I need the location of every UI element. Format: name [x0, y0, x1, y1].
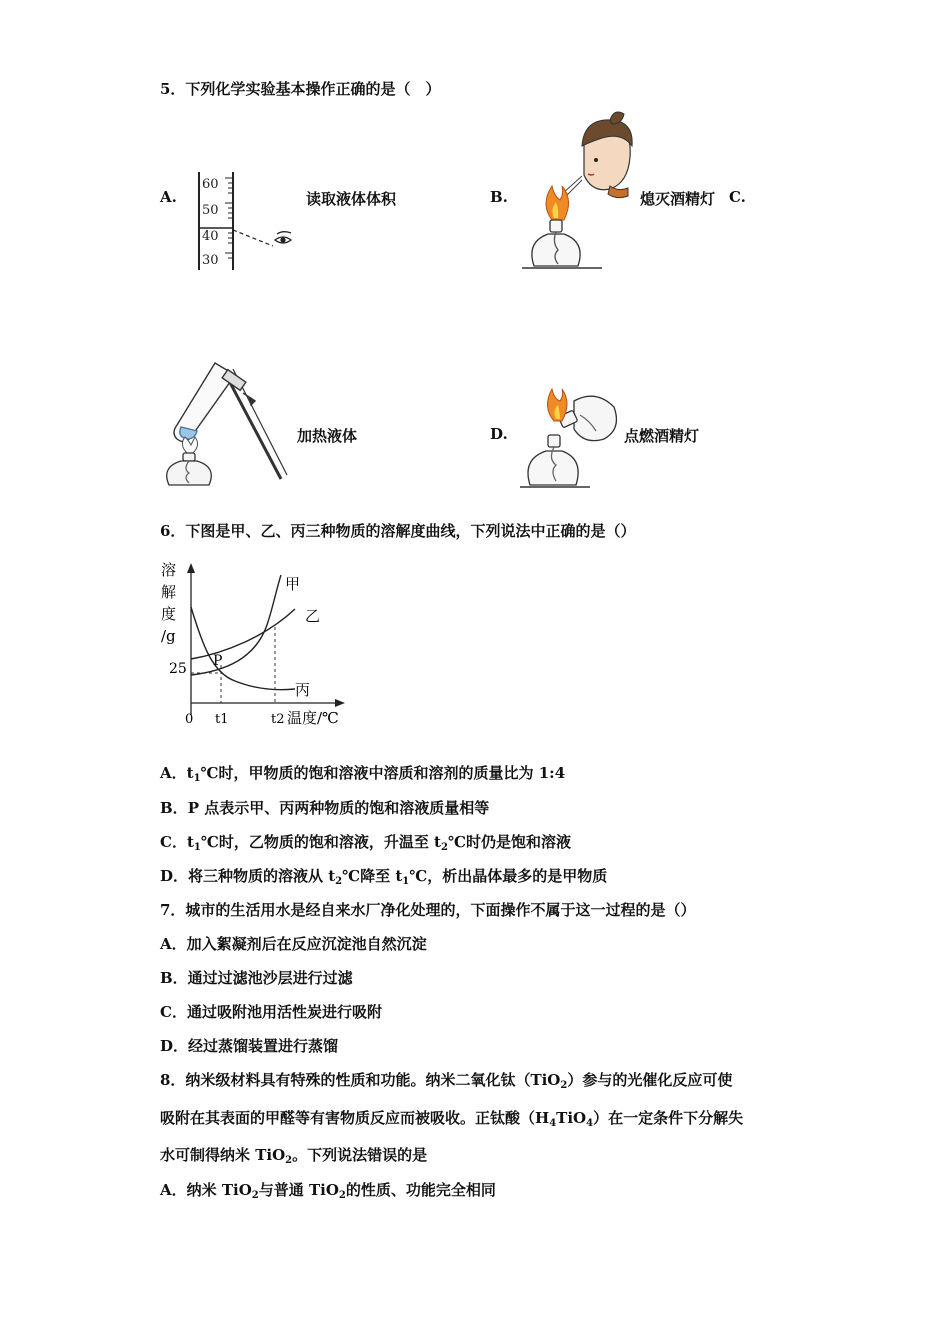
- q8-option-a: A．纳米 TiO$_2$与普通 TiO$_2$的性质、功能完全相同: [160, 1181, 496, 1201]
- curve-bing: [191, 607, 295, 690]
- x-axis-label: 温度/℃: [287, 709, 339, 727]
- alcohol-lamp-icon: [520, 435, 590, 487]
- x-tick-t2: t2: [271, 712, 285, 727]
- x-axis-arrow: [335, 699, 345, 707]
- alcohol-lamp-icon: [522, 220, 602, 268]
- q6-option-a: A．$t_1℃$时，甲物质的饱和溶液中溶质和溶剂的质量比为 1:4: [160, 764, 566, 784]
- cylinder-mark-60: 60: [202, 177, 219, 192]
- y-tick-25: 25: [169, 661, 187, 677]
- eye-icon: [275, 232, 291, 243]
- q8-stem-line-2: 吸附在其表面的甲醛等有害物质反应而被吸收。正钛酸$(H_4TiO_4)$在一定条件下分解失: [160, 1109, 744, 1129]
- q6-stem: 6．下图是甲、乙、丙三种物质的溶解度曲线，下列说法中正确的是（）: [160, 522, 636, 540]
- cylinder-mark-40: 40: [202, 229, 219, 244]
- q7-stem: 7．城市的生活用水是经自来水厂净化处理的，下面操作不属于这一过程的是（）: [160, 901, 696, 919]
- ylabel-char-1: 溶: [161, 561, 177, 579]
- ylabel-char-2: 解: [161, 583, 177, 601]
- q7-option-a: A．加入絮凝剂后在反应沉淀池自然沉淀: [160, 935, 427, 953]
- point-label-p: P: [213, 653, 223, 669]
- flame-icon: [546, 186, 569, 220]
- q6-option-d: D．将三种物质的溶液从 $t_2℃$降至 $t_1℃$，析出晶体最多的是甲物质: [160, 867, 608, 887]
- series-label-jia: 甲: [285, 575, 301, 593]
- q5-option-d-letter: D.: [490, 425, 508, 443]
- q6-option-b: B．P 点表示甲、丙两种物质的饱和溶液质量相等: [160, 799, 490, 817]
- series-label-bing: 丙: [295, 681, 311, 699]
- q7-option-b: B．通过过滤池沙层进行过滤: [160, 969, 353, 987]
- girl-head-icon: [582, 112, 632, 198]
- solubility-chart: [155, 555, 355, 735]
- q5-option-a-caption: 读取液体体积: [306, 190, 397, 208]
- blow-out-lamp-figure: [522, 108, 634, 273]
- ylabel-char-3: 度: [161, 605, 177, 623]
- ylabel-char-4: /g: [161, 627, 176, 645]
- q5-stem: 5．下列化学实验基本操作正确的是（ ）: [160, 80, 441, 98]
- cylinder-mark-50: 50: [202, 203, 219, 218]
- flame-icon: [547, 389, 567, 421]
- q5-option-c-letter: C.: [729, 188, 746, 206]
- q5-option-b-letter: B.: [490, 188, 508, 206]
- q7-option-d: D．经过蒸馏装置进行蒸馏: [160, 1037, 339, 1055]
- q5-option-d-caption: 点燃酒精灯: [624, 427, 700, 445]
- y-axis-arrow: [187, 563, 195, 573]
- q5-option-c-caption: 加热液体: [297, 427, 358, 445]
- q8-stem-line-1: 8．纳米级材料具有特殊的性质和功能。纳米二氧化钛（TiO$_2$）参与的光催化反应可使: [160, 1071, 733, 1091]
- q7-option-c: C．通过吸附池用活性炭进行吸附: [160, 1003, 382, 1021]
- q6-option-c: C．$t_1℃$时，乙物质的饱和溶液，升温至 $t_2℃$时仍是饱和溶液: [160, 833, 571, 853]
- graduated-cylinder-figure: [195, 170, 305, 275]
- curve-jia: [191, 575, 281, 675]
- series-label-yi: 乙: [305, 607, 321, 625]
- q8-stem-line-3: 水可制得纳米 TiO$_2$。下列说法错误的是: [160, 1146, 428, 1166]
- origin-label: 0: [185, 712, 194, 727]
- q5-option-a-letter: A.: [160, 188, 177, 206]
- light-lamp-figure: [520, 385, 620, 491]
- cylinder-mark-30: 30: [202, 253, 219, 268]
- x-tick-t1: t1: [215, 712, 229, 727]
- alcohol-lamp-icon: [167, 453, 212, 485]
- q5-option-b-caption: 熄灭酒精灯: [640, 190, 716, 208]
- flame-icon: [182, 437, 197, 453]
- heating-test-tube-figure: [163, 357, 293, 489]
